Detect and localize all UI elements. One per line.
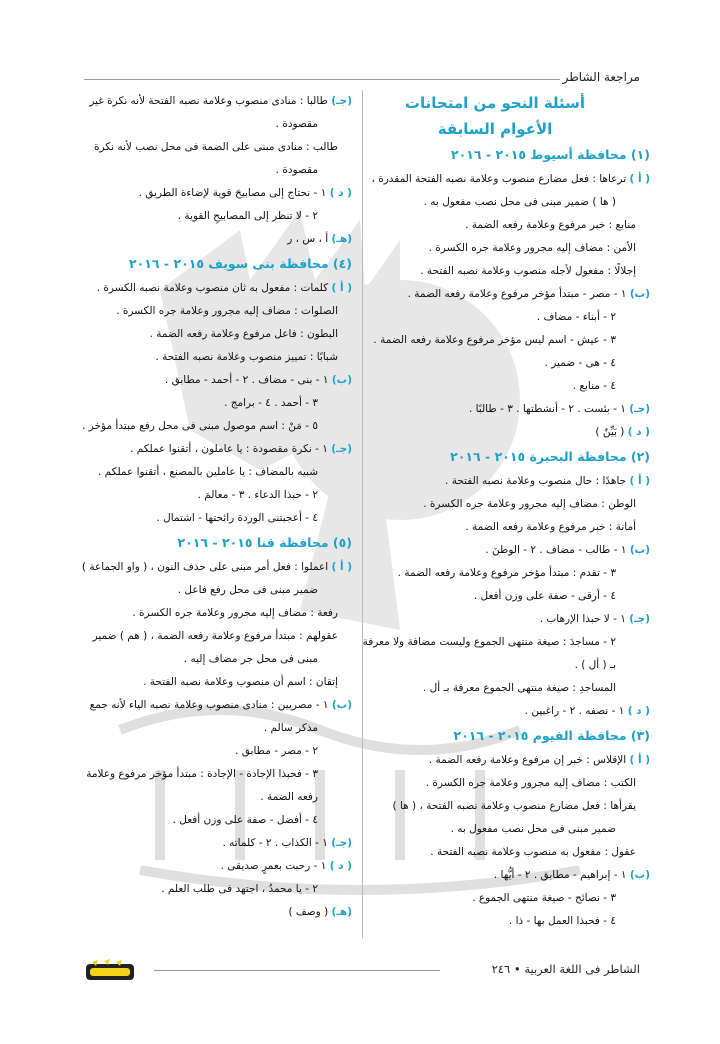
- answer-line: أمانة : خبر مرفوع وعلامة رفعه الضمة .: [465, 521, 636, 533]
- answer-line: ضمير مبنى فى محل رفع فاعل .: [177, 584, 318, 596]
- answer-line: [360, 539, 650, 562]
- answer-line: [70, 228, 352, 251]
- answer-line: ٣ - تقدم : مبتدأ مؤخر مرفوع وعلامة رفعه الضمة .: [397, 567, 616, 579]
- answer-line: ٤ - أفضل - صفة على وزن أفعل .: [172, 814, 318, 826]
- answer-text: ١ - بنى - مضاف . ٢ - أحمد - مطابق .: [164, 374, 329, 386]
- answer-label: (ب): [629, 288, 650, 300]
- answer-line: ٤ - فحبذا العمل بها - ذا .: [508, 915, 616, 927]
- section-heading: (١) محافظة أسيوط ٢٠١٥ - ٢٠١٦: [451, 147, 650, 162]
- answer-label: (هـ): [331, 906, 352, 918]
- answer-label: (ب): [629, 869, 650, 881]
- answer-line: ٢ - يا محمدُ ، اجتهد فى طلب العلم .: [161, 883, 318, 895]
- answer-label: (ب): [331, 699, 352, 711]
- answer-line: [70, 277, 352, 300]
- answer-line: ٤ - هى - ضمير .: [544, 357, 616, 369]
- answer-label: ( د ): [329, 187, 352, 199]
- answer-label: ( د ): [329, 860, 352, 872]
- answer-line: [70, 901, 352, 924]
- answer-label: ( د ): [627, 426, 650, 438]
- answer-text: كلمات : مفعول به ثان منصوب وعلامة نصبه الكسرة .: [96, 282, 329, 294]
- answer-label: (ب): [331, 374, 352, 386]
- answer-text: طالبا : منادى منصوب وعلامة نصبه الفتحة لأنه نكرة غير: [89, 95, 328, 107]
- answer-label: (ب): [629, 544, 650, 556]
- answer-line: ٢ - حبذا الدعاء . ٣ - معالمَ .: [197, 489, 318, 501]
- answer-line: [70, 182, 352, 205]
- answer-line: مذكر سالم .: [263, 722, 318, 734]
- answer-line: يقرأها : فعل مضارع منصوب وعلامة نصبه الفتحة ، ( ها ): [392, 800, 636, 812]
- answer-line: الصلوات : مضاف إليه مجرور وعلامة جره الكسرة .: [116, 305, 338, 317]
- section-heading: (٣) محافظة الفيوم ٢٠١٥ - ٢٠١٦: [453, 728, 650, 743]
- answer-text: أ ، س ، ر: [287, 233, 329, 245]
- answer-text: ١ - الكذاب . ٢ - كلماته .: [222, 837, 328, 849]
- answer-label: (جـ): [331, 443, 352, 455]
- answer-line: ٤ - أرقى - صفة على وزن أفعل .: [473, 590, 616, 602]
- answer-text: ١ - نحتاج إلى مصابيحَ قوية لإضاءة الطريق .: [138, 187, 327, 199]
- left-column: [70, 90, 352, 924]
- page-footer: [84, 958, 640, 988]
- answer-label: ( أ ): [629, 754, 650, 766]
- footer-rule: [154, 970, 440, 971]
- answer-text: اعملوا : فعل أمر مبنى على حذف النون ، ( واو الجماعة ): [81, 561, 329, 573]
- answer-label: ( أ ): [331, 282, 352, 294]
- answer-line: منابع : خبر مرفوع وعلامة رفعه الضمة .: [465, 219, 636, 231]
- answer-line: ٢ - لا تنظر إلى المصابيحِ القوية .: [177, 210, 318, 222]
- answer-line: رفعه الضمة .: [260, 791, 318, 803]
- answer-line: [360, 421, 650, 444]
- section-heading: (٢) محافظة البحيرة ٢٠١٥ - ٢٠١٦: [450, 449, 650, 464]
- answer-text: الإقلاس : خبر إن مرفوع وعلامة رفعه الضمة .: [428, 754, 627, 766]
- right-column: [360, 90, 650, 933]
- answer-text: ١ - مصريين : منادى منصوب وعلامة نصبه الياء لأنه جمع: [89, 699, 329, 711]
- answer-line: مقصودة .: [275, 118, 318, 130]
- answer-text: ١ - لا حبذا الإرهاب .: [539, 613, 626, 625]
- answer-text: ١ - بئست . ٢ - أنشطتها . ٣ - طالبًا .: [468, 403, 626, 415]
- answer-line: [70, 369, 352, 392]
- answer-line: [360, 700, 650, 723]
- answer-label: (جـ): [331, 95, 352, 107]
- answer-line: ٢ - مساجدَ : صيغة منتهى الجموع وليست مضافة ولا معرفة: [362, 636, 616, 648]
- header-rule: [84, 79, 560, 80]
- answer-line: عقول : مفعول به منصوب وعلامة نصبه الفتحة .: [430, 846, 636, 858]
- answer-line: [70, 90, 352, 113]
- answer-text: ( وصف ): [288, 906, 329, 918]
- answer-line: رفعة : مضاف إليه مجرور وعلامة جره الكسرة .: [132, 607, 338, 619]
- answer-line: ( ها ) ضمير مبنى فى محل نصب مفعول به .: [423, 196, 616, 208]
- answer-line: [360, 864, 650, 887]
- answer-line: بـ ( أل ) .: [574, 659, 616, 671]
- main-title-line-1: أسئلة النحو من امتحانات: [404, 94, 586, 112]
- header-title: مراجعة الشاطر: [562, 70, 640, 84]
- answer-line: [360, 398, 650, 421]
- answer-line: ٢ - مصر - مطابق .: [235, 745, 318, 757]
- answer-line: [70, 832, 352, 855]
- answer-line: الكتب : مضاف إليه مجرور وعلامة جره الكسرة .: [425, 777, 636, 789]
- answer-line: ٢ - أبناء - مضاف .: [536, 311, 616, 323]
- answer-line: ٤ - منابع .: [572, 380, 616, 392]
- answer-line: إتقان : اسم أن منصوب وعلامة نصبه الفتحة .: [143, 676, 338, 688]
- answer-text: ١ - رحبت بعمرٍ صديقى .: [220, 860, 327, 872]
- answer-line: ٣ - نصائح - صيغة منتهى الجموع .: [472, 892, 616, 904]
- answer-text: ١ - نصفه . ٢ - راغبين .: [524, 705, 625, 717]
- answer-line: [70, 694, 352, 717]
- answer-line: [360, 168, 650, 191]
- answer-label: ( أ ): [331, 561, 352, 573]
- answer-line: [70, 855, 352, 878]
- answer-line: عقولهم : مبتدأ مرفوع وعلامة رفعه الضمة ، ( هم ) ضمير: [92, 630, 338, 642]
- answer-line: مقصودة .: [275, 164, 318, 176]
- publisher-logo-icon: [84, 958, 136, 984]
- answer-text: ١ - نكرة مقصودة : يا عاملون ، أتقنوا عملكم .: [130, 443, 328, 455]
- answer-line: شبابًا : تمييز منصوب وعلامة نصبه الفتحة .: [155, 351, 338, 363]
- answer-line: مبنى فى محل جر مضاف إليه .: [183, 653, 318, 665]
- answer-text: ١ - إبراهيم - مطابق . ٢ - أيُّها .: [493, 869, 627, 881]
- answer-line: المساجدِ : صيغة منتهى الجموع معرفة بـ أل .: [423, 682, 616, 694]
- answer-label: (جـ): [331, 837, 352, 849]
- answer-text: ١ - طالب - مضاف . ٢ - الوطنَ .: [485, 544, 627, 556]
- answer-label: (جـ): [629, 613, 650, 625]
- answer-line: ٣ - عيش - اسم ليس مؤخر مرفوع وعلامة رفعه الضمة .: [373, 334, 616, 346]
- answer-line: [360, 470, 650, 493]
- footer-text: الشاطر فى اللغة العربية • ٢٤٦: [491, 962, 640, 976]
- answer-line: البطون : فاعل مرفوع وعلامة رفعه الضمة .: [149, 328, 338, 340]
- answer-line: ٣ - فحبذا الإجادة - الإجادة : مبتدأ مؤخر مرفوع وعلامة: [86, 768, 318, 780]
- answer-text: ترعاها : فعل مضارع منصوب وعلامة نصبه الفتحة المقدرة ،: [371, 173, 627, 185]
- section-heading: (٥) محافظة قنا ٢٠١٥ - ٢٠١٦: [177, 535, 352, 550]
- answer-line: الأمن : مضاف إليه مجرور وعلامة جره الكسرة .: [428, 242, 636, 254]
- section-heading: (٤) محافظة بنى سويف ٢٠١٥ - ٢٠١٦: [129, 256, 352, 271]
- answer-text: جاهدًا : حال منصوب وعلامة نصبه الفتحة .: [445, 475, 627, 487]
- answer-label: (هـ): [331, 233, 352, 245]
- answer-label: (جـ): [629, 403, 650, 415]
- answer-line: ضمير مبنى فى محل نصب مفعول به .: [450, 823, 616, 835]
- answer-line: إجلالًا : مفعول لأجله منصوب وعلامة نصبه الفتحة .: [420, 265, 636, 277]
- answer-line: [70, 438, 352, 461]
- answer-line: [360, 749, 650, 772]
- answer-line: الوطن : مضاف إليه مجرور وعلامة جره الكسرة .: [423, 498, 636, 510]
- main-title-line-2: الأعوام السابقة: [437, 120, 553, 138]
- answer-label: ( د ): [627, 705, 650, 717]
- answer-line: ٣ - أحمد . ٤ - برامج .: [224, 397, 318, 409]
- answer-label: ( أ ): [629, 173, 650, 185]
- answer-line: شبيه بالمضاف : يا عاملين بالمصنع ، أتقنوا عملكم .: [97, 466, 318, 478]
- answer-line: طالب : منادى مبنى على الضمة فى محل نصب لأنه نكرة: [93, 141, 338, 153]
- answer-line: ٤ - أعجبتنى الوردة رائحتها - اشتمال .: [156, 512, 318, 524]
- answer-line: ٥ - مَنْ : اسم موصول مبنى فى محل رفع مبتدأ مؤخر .: [82, 420, 318, 432]
- answer-text: ١ - مصر - مبتدأ مؤخر مرفوع وعلامة رفعه الضمة .: [407, 288, 627, 300]
- answer-line: [360, 283, 650, 306]
- answer-line: [360, 608, 650, 631]
- answer-line: [70, 556, 352, 579]
- answer-text: ( بَيِّنٌ ): [595, 426, 625, 438]
- answer-label: ( أ ): [629, 475, 650, 487]
